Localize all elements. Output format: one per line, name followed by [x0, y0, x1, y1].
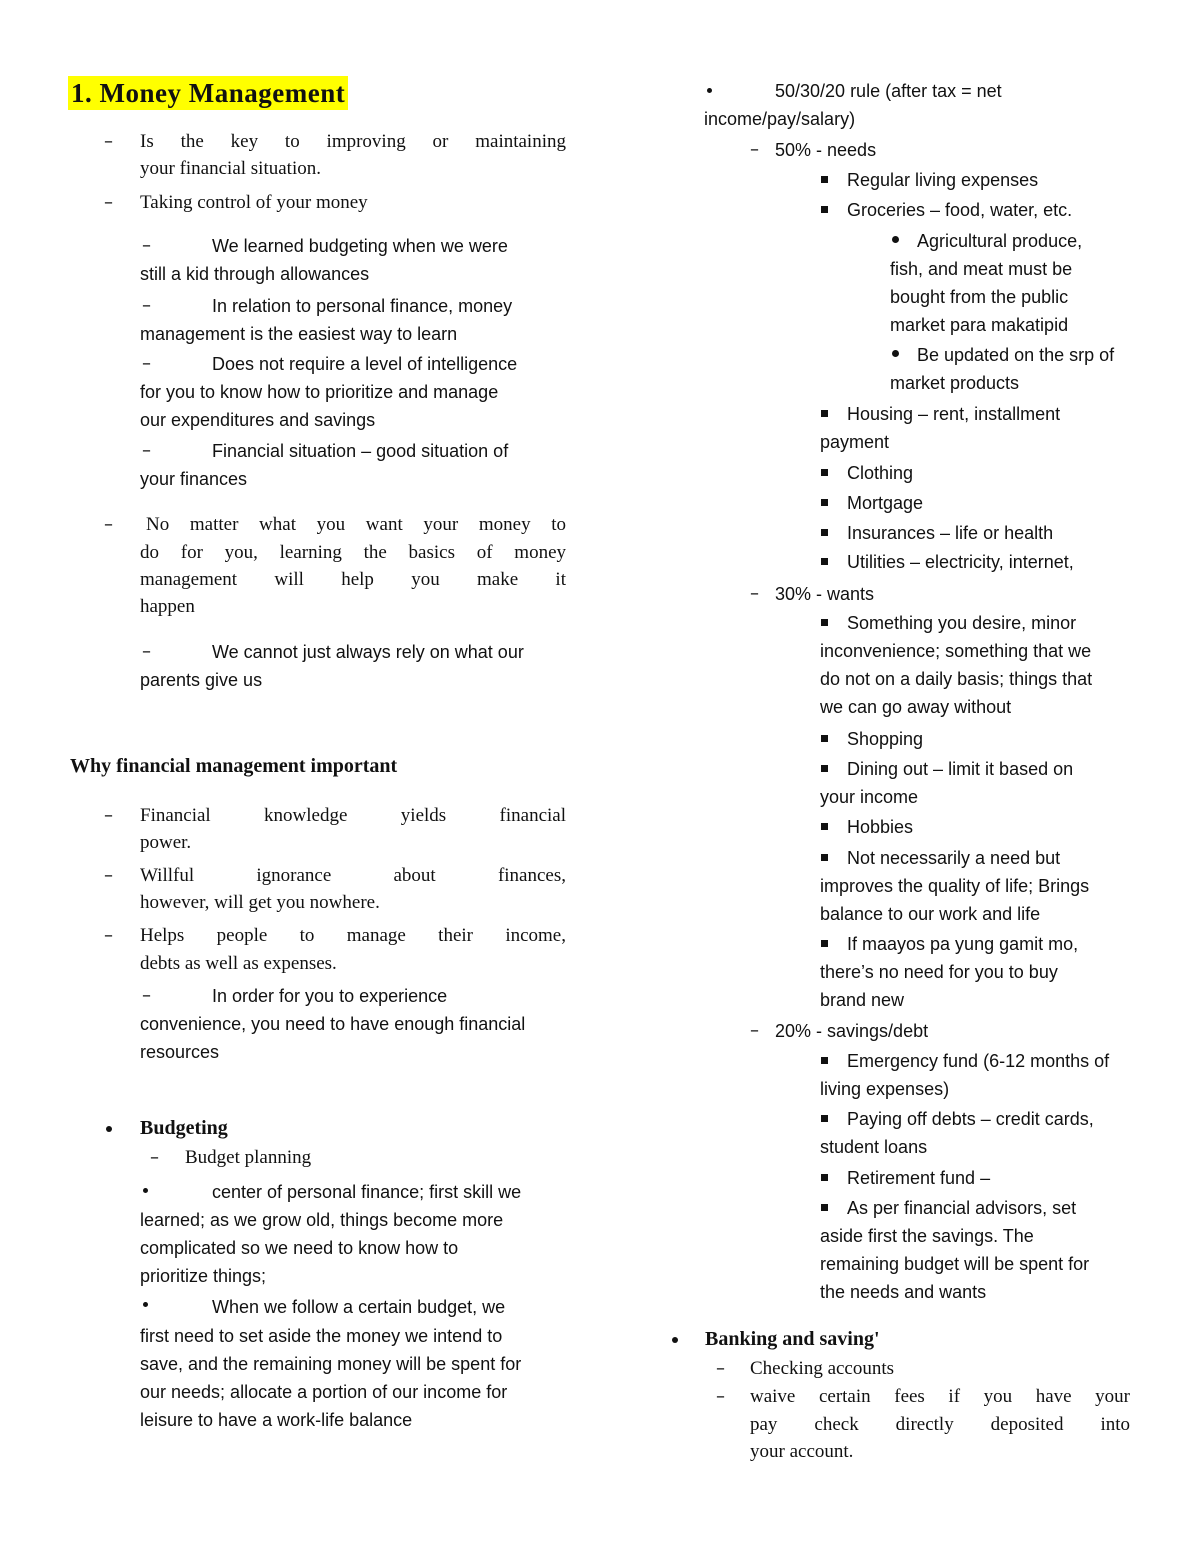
- bullet-dot: [143, 1188, 148, 1193]
- text-line: We cannot just always rely on what our: [212, 642, 524, 662]
- bullet-dot: [707, 88, 712, 93]
- dash-marker: –: [104, 131, 113, 152]
- text-line: Insurances – life or health: [847, 523, 1054, 543]
- text-line: Regular living expenses: [847, 170, 1039, 190]
- dash-marker: –: [142, 353, 151, 374]
- text-line: your account.: [750, 1441, 854, 1462]
- text-line: living expenses): [820, 1079, 950, 1099]
- section-heading: Banking and saving': [705, 1328, 880, 1350]
- bullet-dot: [672, 1337, 678, 1343]
- text-line: Is the key to improving or maintaining: [140, 131, 566, 152]
- text-line: bought from the public: [890, 287, 1069, 307]
- square-bullet: [821, 558, 828, 565]
- bullet-dot: [892, 236, 899, 243]
- text-line: In order for you to experience: [212, 986, 448, 1006]
- text-line: do not on a daily basis; things that: [820, 669, 1093, 689]
- bullet-dot: [892, 350, 899, 357]
- text-line: When we follow a certain budget, we: [212, 1297, 506, 1317]
- dash-marker: –: [750, 139, 759, 160]
- text-line: We learned budgeting when we were: [212, 236, 508, 256]
- text-line: there’s no need for you to buy: [820, 962, 1058, 982]
- text-line: Emergency fund (6-12 months of: [847, 1051, 1110, 1071]
- square-bullet: [821, 1204, 828, 1211]
- text-line: save, and the remaining money will be spent for: [140, 1354, 522, 1374]
- square-bullet: [821, 1174, 828, 1181]
- dash-marker: –: [104, 925, 113, 946]
- text-line: student loans: [820, 1137, 928, 1157]
- text-line: fish, and meat must be: [890, 259, 1073, 279]
- square-bullet: [821, 410, 828, 417]
- square-bullet: [821, 1115, 828, 1122]
- text-line: Dining out – limit it based on: [847, 759, 1074, 779]
- text-line: market products: [890, 373, 1020, 393]
- text-line: Not necessarily a need but: [847, 848, 1061, 868]
- dash-marker: –: [104, 865, 113, 886]
- text-line: power.: [140, 832, 192, 853]
- dash-marker: –: [142, 641, 151, 662]
- text-line: still a kid through allowances: [140, 264, 370, 284]
- bullet-dot: [143, 1302, 148, 1307]
- text-line: however, will get you nowhere.: [140, 892, 380, 913]
- text-line: your income: [820, 787, 919, 807]
- square-bullet: [821, 176, 828, 183]
- dash-marker: –: [104, 192, 113, 213]
- square-bullet: [821, 469, 828, 476]
- text-line: leisure to have a work-life balance: [140, 1410, 413, 1430]
- text-line: Paying off debts – credit cards,: [847, 1109, 1094, 1129]
- text-line: Budget planning: [185, 1147, 312, 1168]
- text-line: the needs and wants: [820, 1282, 987, 1302]
- text-line: 50/30/20 rule (after tax = net: [775, 81, 1002, 101]
- text-line: debts as well as expenses.: [140, 953, 337, 974]
- text-line: If maayos pa yung gamit mo,: [847, 934, 1079, 954]
- square-bullet: [821, 854, 828, 861]
- text-line: Checking accounts: [750, 1358, 895, 1379]
- text-line: prioritize things;: [140, 1266, 267, 1286]
- square-bullet: [821, 765, 828, 772]
- text-line: inconvenience; something that we: [820, 641, 1092, 661]
- text-line: pay check directly deposited into: [750, 1414, 1130, 1435]
- text-line: happen: [140, 596, 195, 617]
- dash-marker: –: [150, 1147, 159, 1168]
- text-line: Something you desire, minor: [847, 613, 1077, 633]
- text-line: we can go away without: [820, 697, 1012, 717]
- text-line: Be updated on the srp of: [917, 345, 1115, 365]
- dash-marker: –: [142, 440, 151, 461]
- text-line: center of personal finance; first skill we: [212, 1182, 522, 1202]
- text-line: Willful ignorance about finances,: [140, 865, 566, 886]
- text-line: Retirement fund –: [847, 1168, 991, 1188]
- text-line: Shopping: [847, 729, 924, 749]
- square-bullet: [821, 499, 828, 506]
- dash-marker: –: [142, 235, 151, 256]
- square-bullet: [821, 735, 828, 742]
- text-line: Does not require a level of intelligence: [212, 354, 518, 374]
- text-line: our needs; allocate a portion of our income for: [140, 1382, 508, 1402]
- dash-marker: –: [104, 514, 113, 535]
- text-line: improves the quality of life; Brings: [820, 876, 1090, 896]
- text-line: management will help you make it: [140, 569, 566, 590]
- text-line: waive certain fees if you have your: [750, 1386, 1130, 1407]
- text-line: 30% - wants: [775, 584, 875, 604]
- dash-marker: –: [750, 1020, 759, 1041]
- text-line: No matter what you want your money to: [146, 514, 566, 535]
- text-line: brand new: [820, 990, 905, 1010]
- text-line: your finances: [140, 469, 248, 489]
- text-line: Housing – rent, installment: [847, 404, 1061, 424]
- text-line: resources: [140, 1042, 220, 1062]
- text-line: first need to set aside the money we intend to: [140, 1326, 503, 1346]
- square-bullet: [821, 206, 828, 213]
- text-line: As per financial advisors, set: [847, 1198, 1077, 1218]
- text-line: income/pay/salary): [704, 109, 856, 129]
- text-line: complicated so we need to know how to: [140, 1238, 459, 1258]
- page-title: 1. Money Management: [68, 76, 348, 110]
- dash-marker: –: [716, 1386, 725, 1407]
- section-heading: Why financial management important: [70, 755, 398, 777]
- text-line: Helps people to manage their income,: [140, 925, 566, 946]
- text-line: 50% - needs: [775, 140, 877, 160]
- text-line: Utilities – electricity, internet,: [847, 552, 1074, 572]
- text-line: Taking control of your money: [140, 192, 368, 213]
- square-bullet: [821, 619, 828, 626]
- square-bullet: [821, 940, 828, 947]
- text-line: Mortgage: [847, 493, 924, 513]
- text-line: market para makatipid: [890, 315, 1069, 335]
- text-line: Clothing: [847, 463, 914, 483]
- text-line: In relation to personal finance, money: [212, 296, 513, 316]
- text-line: Groceries – food, water, etc.: [847, 200, 1073, 220]
- text-line: aside first the savings. The: [820, 1226, 1034, 1246]
- section-heading: Budgeting: [140, 1117, 228, 1139]
- text-line: convenience, you need to have enough financial: [140, 1014, 526, 1034]
- bullet-dot: [106, 1126, 112, 1132]
- text-line: 20% - savings/debt: [775, 1021, 929, 1041]
- dash-marker: –: [142, 295, 151, 316]
- square-bullet: [821, 1057, 828, 1064]
- text-line: parents give us: [140, 670, 263, 690]
- text-line: learned; as we grow old, things become more: [140, 1210, 504, 1230]
- dash-marker: –: [142, 985, 151, 1006]
- text-line: Financial knowledge yields financial: [140, 805, 566, 826]
- text-line: balance to our work and life: [820, 904, 1041, 924]
- text-line: do for you, learning the basics of money: [140, 542, 566, 563]
- text-line: your financial situation.: [140, 158, 321, 179]
- text-line: Hobbies: [847, 817, 914, 837]
- text-line: Financial situation – good situation of: [212, 441, 509, 461]
- text-line: Agricultural produce,: [917, 231, 1083, 251]
- text-line: payment: [820, 432, 890, 452]
- text-line: for you to know how to prioritize and manage: [140, 382, 499, 402]
- text-line: remaining budget will be spent for: [820, 1254, 1090, 1274]
- dash-marker: –: [104, 805, 113, 826]
- square-bullet: [821, 823, 828, 830]
- text-line: our expenditures and savings: [140, 410, 376, 430]
- square-bullet: [821, 529, 828, 536]
- dash-marker: –: [750, 583, 759, 604]
- text-line: management is the easiest way to learn: [140, 324, 458, 344]
- dash-marker: –: [716, 1358, 725, 1379]
